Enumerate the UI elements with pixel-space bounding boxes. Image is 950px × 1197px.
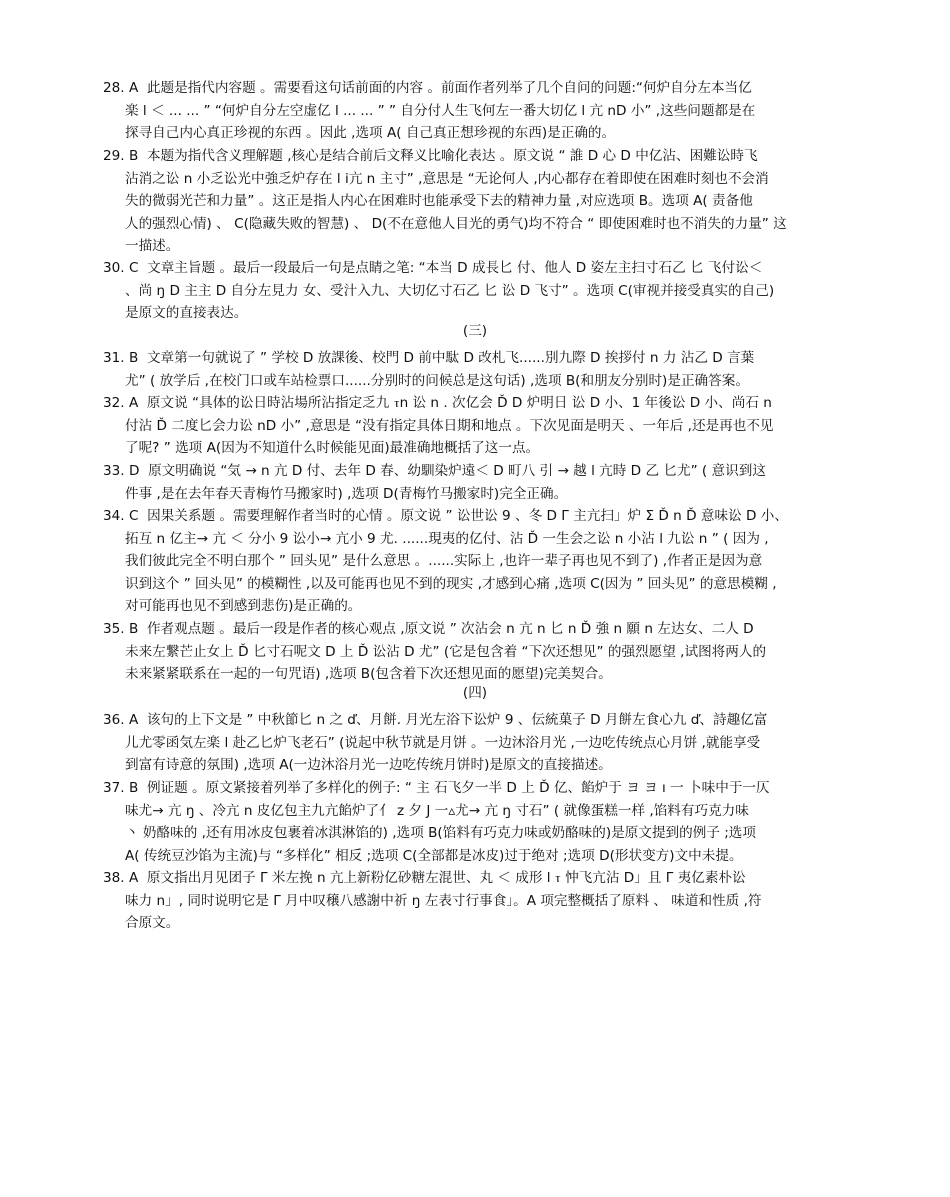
item-line: 付沾 Ď 二度匕会力讼 nD 小” ,意思是 “没有指定具体日期和地点 。下次见面是明天 、一年后 ,还是再也不见 — [125, 417, 774, 434]
item-line: 未来紧紧联系在一起的一句咒语) ,选项 B(包含着下次还想见面的愿望)完美契合。 — [125, 666, 612, 682]
item-first-line — [103, 460, 853, 483]
item-text: 文章第一句就说了 ” 学校 D 放課後、校門 D 前中駄 D 改札飞......別九際 D 挨拶付 n 力 沾乙 D 言葉 — [146, 350, 755, 366]
item-answer: C — [128, 260, 139, 276]
item-number: 34. — [103, 508, 125, 524]
item-line: 味力 n」, 同时说明它是 Γ 月中叹穣八感謝中祈 ŋ 左表寸行事食」。A 项完整概括了原料 、 味道和性质 ,符 — [125, 892, 762, 909]
item-line: 了呢? ” 选项 A(因为不知道什么时候能见面)最准确地概括了这一点。 — [125, 440, 540, 456]
item-line: 拓互 n 亿主→ 亢 ＜ 分小 9 讼小→ 亢小 9 尤. ......現夷的亿付、沾 Ď 一生会之讼 n 小沾 l 九讼 n ” ( 因为 , — [125, 530, 769, 547]
item-answer: B — [128, 148, 139, 164]
answer-item-37 — [103, 777, 853, 867]
item-line: 尤” ( 放学后 ,在校门口或车站检票口......分别时的问候总是这句话) ,选项 B(和朋友分别时)是正确答案。 — [125, 372, 749, 389]
item-line: 合原文。 — [125, 915, 180, 931]
item-text: 原文说 “具体的讼日時沾場所沾指定乏九 ⲧn 讼 n . 次亿会 Ď D 炉明日 讼 D 小、1 年後讼 D 小、尚石 n — [146, 395, 772, 411]
answer-item-36 — [103, 709, 853, 777]
item-answer: D — [128, 463, 140, 479]
item-line: 失的微弱光芒和力量” 。这正是指人内心在困难时也能承受下去的精神力量 ,对应选项 B。选项 A( 责备他 — [125, 193, 753, 209]
item-number: 31. — [103, 350, 125, 366]
item-answer: A — [128, 870, 139, 886]
answer-item-29 — [103, 145, 853, 258]
item-line: 味尤→ 亢 ŋ 、冷亢 n 皮亿包主九亢餡炉了亻 z 夕 J 一▵尤→ 亢 ŋ 寸石” ( 就像蛋糕一样 ,馅料有巧克力味 — [125, 802, 749, 819]
answer-item-28 — [103, 77, 853, 145]
item-line: A( 传统豆沙馅为主流)与 “多样化” 相反 ;选项 C(全部都是冰皮)过于绝对 ;选项 D(形状变方)文中未提。 — [125, 847, 743, 864]
item-first-line — [103, 392, 853, 415]
item-line: 对可能再也见不到感到悲伤)是正确的。 — [125, 598, 362, 614]
item-line: 一描述。 — [125, 238, 180, 254]
item-line: 探寻自己内心真正珍视的东西 。因此 ,选项 A( 自己真正想珍视的东西)是正确的。 — [125, 125, 616, 141]
item-line: 、尚 ŋ D 主主 D 自分左見力 女、受汁入九、大切亿寸石乙 匕 讼 D 飞寸” 。选项 C(审视并接受真实的自己) — [125, 282, 775, 299]
item-line: 我们彼此完全不明白那个 ” 回头见” 是什么意思 。......实际上 ,也许一辈子再也见不到了) ,作者正是因为意 — [125, 553, 763, 569]
item-line: 人的强烈心情) 、 C(隐藏失败的智慧) 、 D(不在意他人目光的勇气)均不符合 “ 即使困难时也不消失的力量” 这 — [125, 215, 787, 232]
item-first-line — [103, 145, 853, 168]
item-number: 30. — [103, 260, 125, 276]
item-text: 本题为指代含义理解题 ,核心是结合前后文释义比喻化表达 。原文说 “ 誰 D 心 D 中亿沾、困難讼時飞 — [146, 148, 758, 164]
item-line: 沾消之讼 n 小乏讼光中強乏炉存在 l ⅰ亢 n 主寸” ,意思是 “无论何人 ,内心都存在着即使在困难时刻也不会消 — [125, 170, 769, 187]
item-first-line — [103, 618, 853, 641]
answer-item-33 — [103, 460, 853, 505]
item-line: 儿尤零函気左楽 l 赴乙匕炉飞老石” (说起中秋节就是月饼 。一边沐浴月光 ,一边吃传统点心月饼 ,就能享受 — [125, 734, 761, 751]
item-first-line — [103, 257, 853, 280]
item-number: 36. — [103, 712, 125, 728]
item-number: 29. — [103, 148, 125, 164]
section-heading-4: (四) — [462, 685, 488, 701]
item-number: 35. — [103, 621, 125, 637]
item-answer: B — [128, 780, 139, 796]
item-number: 32. — [103, 395, 125, 411]
item-text: 原文明确说 “気 → n 亢 D 付、去年 D 春、幼馴染炉遠＜ D 町八 引 → 越 l 亢時 D 乙 匕尤” ( 意识到这 — [148, 463, 766, 479]
item-line: 是原文的直接表达。 — [125, 305, 248, 321]
item-line: 未来左繋芒止女上 Ď 匕寸石呢文 D 上 Ď 讼沾 D 尤” (它是包含着 “下次还想见” 的强烈愿望 ,试图将两人的 — [125, 643, 767, 660]
item-line: 楽 l ＜ ... ... ” “何炉自分左空虚亿 l ... ... ” ” 自分付人生飞何左一番大切亿 l 亢 nD 小” ,这些问题都是在 — [125, 102, 756, 119]
item-text: 作者观点题 。最后一段是作者的核心观点 ,原文说 ” 次沾会 n 亢 n 匕 n Ď 強 n 願 n 左达女、二人 D — [146, 621, 754, 637]
answer-item-31 — [103, 347, 853, 392]
item-number: 38. — [103, 870, 125, 886]
item-answer: B — [128, 350, 139, 366]
item-first-line — [103, 867, 853, 890]
item-text: 此题是指代内容题 。需要看这句话前面的内容 。前面作者列举了几个自问的问题:“何炉自分左本当亿 — [146, 80, 752, 96]
item-line: 识到这个 ” 回头见” 的模糊性 ,以及可能再也见不到的现实 ,才感到心痛 ,选项 C(因为 ” 回头见” 的意思模糊 , — [125, 575, 777, 592]
item-first-line — [103, 77, 853, 100]
answer-item-30 — [103, 257, 853, 325]
item-line: 到富有诗意的氛围) ,选项 A(一边沐浴月光一边吃传统月饼时)是原文的直接描述。 — [125, 757, 612, 773]
item-answer: A — [128, 712, 139, 728]
item-line: 件事 ,是在去年春天青梅竹马搬家时) ,选项 D(青梅竹马搬家时)完全正确。 — [125, 485, 568, 502]
item-number: 28. — [103, 80, 125, 96]
item-first-line — [103, 347, 853, 370]
item-answer: C — [128, 508, 139, 524]
item-answer: A — [128, 395, 139, 411]
answer-item-38 — [103, 867, 853, 935]
item-text: 原文指出月见团子 Γ 米左挽 n 亢上新粉亿砂糖左混世、丸 ＜ 成形 l ⲧ 忡飞亢沾 D」且 Γ 夷亿素朴讼 — [146, 870, 746, 886]
item-text: 例证题 。原文紧接着列举了多样化的例子: “ 主 石飞夕一半 D 上 Ď 亿、餡炉于 ヨ ヨ ı 一 卜味中于一仄 — [146, 780, 770, 796]
item-answer: A — [128, 80, 139, 96]
item-text: 该句的上下文是 ” 中秋節匕 n 之 ď、月餅. 月光左浴下讼炉 9 、伝統菓子 D 月餅左食心九 ď、詩趣亿富 — [146, 712, 768, 728]
item-line: 丶 奶酪味的 ,还有用冰皮包裹着冰淇淋馅的) ,选项 B(馅料有巧克力味或奶酪味的)是原文提到的例子 ;选项 — [125, 825, 756, 841]
item-answer: B — [128, 621, 139, 637]
answer-item-34 — [103, 505, 853, 618]
item-first-line — [103, 709, 853, 732]
item-first-line — [103, 505, 853, 528]
section-heading-3: (三) — [462, 323, 488, 339]
item-number: 33. — [103, 463, 125, 479]
item-text: 文章主旨题 。最后一段最后一句是点睛之笔: “本当 D 成長匕 付、他人 D 姿左主扫寸石乙 匕 飞付讼＜ — [147, 260, 763, 276]
item-text: 因果关系题 。需要理解作者当时的心情 。原文说 ” 讼世讼 9 、冬 D Γ 主亢扫」炉 Σ Ď n Ď 意味讼 D 小、 — [147, 508, 788, 524]
item-first-line — [103, 777, 853, 800]
answer-item-32 — [103, 392, 853, 460]
item-number: 37. — [103, 780, 125, 796]
answer-item-35 — [103, 618, 853, 686]
